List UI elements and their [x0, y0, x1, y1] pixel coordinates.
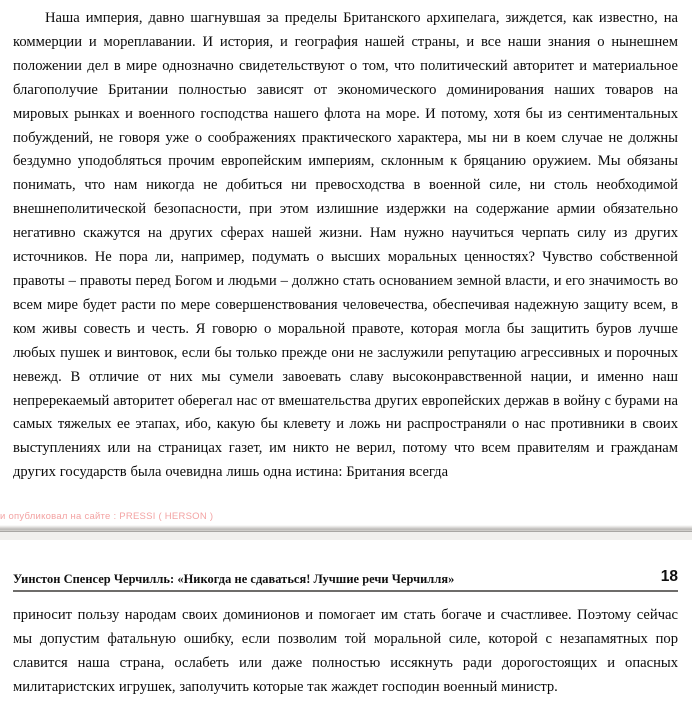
publisher-watermark: и опубликовал на сайте : PRESSI ( HERSON )	[0, 511, 214, 522]
page-one-paragraph: Наша империя, давно шагнувшая за пределы Британского архипелага, зиждется, как известно, на коммерции и мореплавании. И история, и география нашей страны, и все наши знания о нынешнем положении дел в мире однозначно свидетельствуют о том, что политический авторитет и материальное благополучие Британии полностью зависят от экономического доминирования наших товаров на мировых рынках и военного господства нашего флота на море. И потому, хотя бы из сентиментальных побуждений, не говоря уже о соображениях практического характера, мы ни в коем случае не должны бездумно уподобляться прочим европейским империям, склонным к бряцанию оружием. Мы обязаны понимать, что нам никогда не добиться ни превосходства в военной силе, ни столь необходимой внешнеполитической безопасности, при этом излишние издержки на содержание армии обязательно негативно скажутся на других сферах нашей жизни. Нам нужно научиться черпать силу из других источников. Не пора ли, например, подумать о высших моральных ценностях? Чувство собственной правоты – правоты перед Богом и людьми – должно стать основанием земной власти, и его значимость во всем мире будет расти по мере совершенствования человечества, обеспечивая надежную защиту всем, в ком живы совесть и честь. Я говорю о моральной правоте, которая могла бы защитить буров лучше любых пушек и винтовок, если бы только прежде они не заслужили репутацию агрессивных и порочных невежд. В отличие от них мы сумели завоевать славу высоконравственной нации, и именно наш непререкаемый авторитет оберегал нас от вмешательства других европейских держав в войну с бурами на самых тяжелых ее этапах, ибо, какую бы клевету и ложь ни распространяли о нас противники в своих выступлениях или на страницах газет, им никто не верил, потому что всем правителям и гражданам других государств была очевидна лишь одна истина: Британия всегда	[13, 10, 678, 481]
book-page-two	[0, 540, 692, 722]
page-separator-gutter	[0, 525, 692, 540]
header-book-title: Уинстон Спенсер Черчилль: «Никогда не сдаваться! Лучшие речи Черчилля»	[13, 572, 455, 586]
running-header	[13, 540, 678, 593]
page-number: 18	[660, 568, 678, 585]
page-two-text-block	[13, 593, 678, 700]
page-one-text-block	[13, 0, 678, 485]
page-edge-line	[0, 531, 692, 532]
page-two-paragraph: приносит пользу народам своих доминионов и помогает им стать богаче и счастливее. Поэтому сейчас мы допустим фатальную ошибку, если позволим той моральной силе, которой с незапамятных пор славится наша страна, ослабеть или даже полностью иссякнуть ради дорогостоящих и опасных милитаристских игрушек, заполучить которые так жаждет господин военный министр.	[13, 607, 678, 695]
header-divider-rule	[13, 590, 678, 592]
